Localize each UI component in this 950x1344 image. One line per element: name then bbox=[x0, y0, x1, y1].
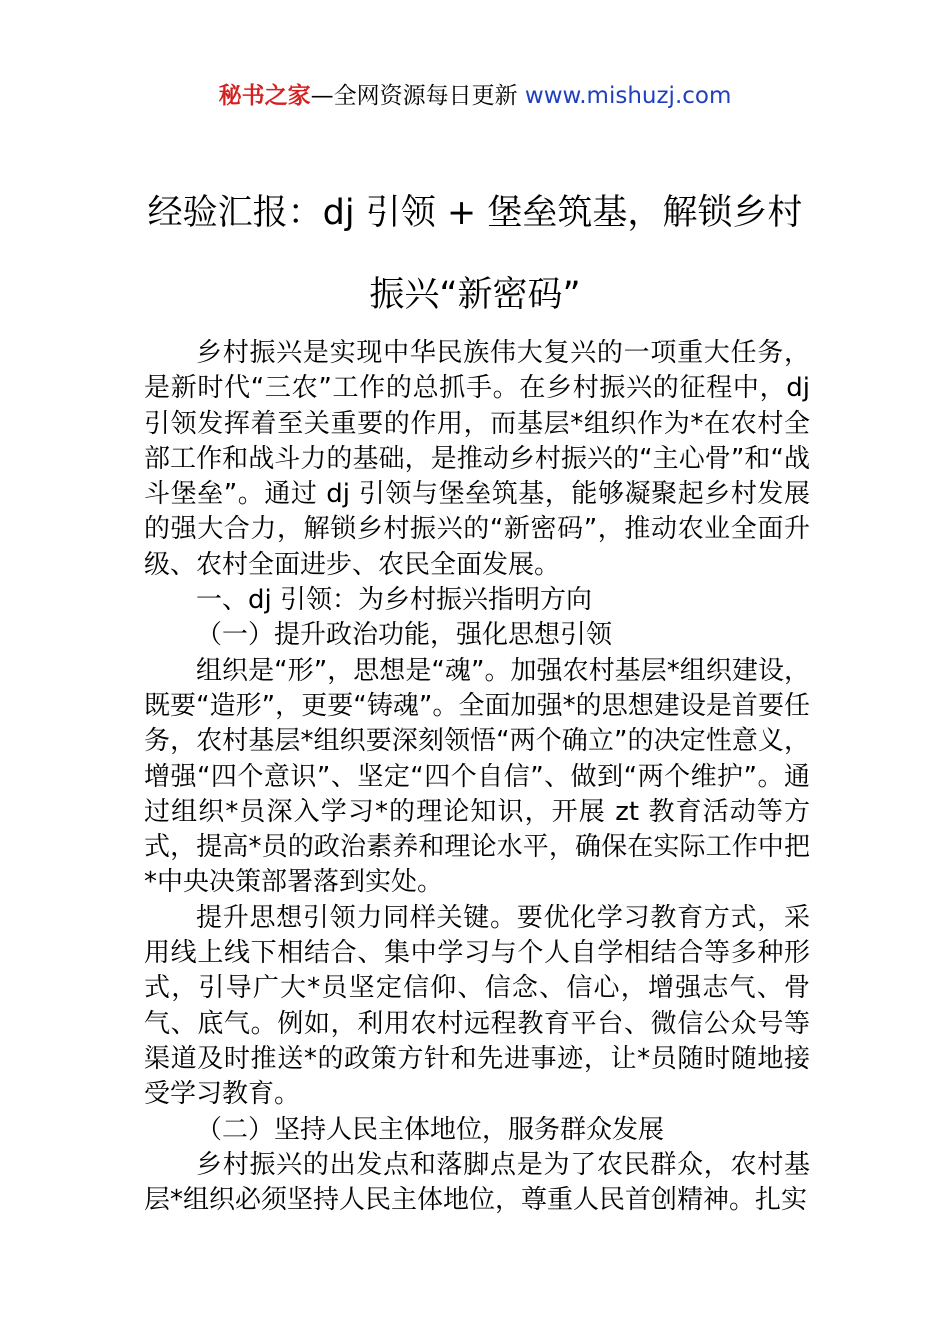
intro-paragraph: 乡村振兴是实现中华民族伟大复兴的一项重大任务，是新时代“三农”工作的总抓手。在乡村振兴的征程中，dj 引领发挥着至关重要的作用，而基层*组织作为*在农村全部工作和战斗力的基础，是推动乡村振兴的“主心骨”和“战斗堡垒”。通过 dj 引领与堡垒筑基，能够凝聚起乡村发展的强大合力，解锁乡村振兴的“新密码”，推动农业全面升级、农村全面进步、农民全面发展。 bbox=[144, 338, 810, 580]
title-line-2: 振兴“新密码” bbox=[369, 275, 581, 315]
subsection-heading-2: （二）坚持人民主体地位，服务群众发展 bbox=[196, 1114, 665, 1145]
site-header bbox=[0, 80, 950, 112]
site-url-link[interactable]: www.mishuzj.com bbox=[524, 83, 732, 109]
site-tagline: —全网资源每日更新 bbox=[310, 83, 525, 109]
body-paragraph: 提升思想引领力同样关键。要优化学习教育方式，采用线上线下相结合、集中学习与个人自学相结合等多种形式，引导广大*员坚定信仰、信念、信心，增强志气、骨气、底气。例如，利用农村远程教育平台、微信公众号等渠道及时推送*的政策方针和先进事迹，让*员随时随地接受学习教育。 bbox=[144, 902, 810, 1110]
body-paragraph: 组织是“形”，思想是“魂”。加强农村基层*组织建设，既要“造形”，更要“铸魂”。全面加强*的思想建设是首要任务，农村基层*组织要深刻领悟“两个确立”的决定性意义，增强“四个意识”、坚定“四个自信”、做到“两个维护”。通过组织*员深入学习*的理论知识，开展 zt 教育活动等方式，提高*员的政治素养和理论水平，确保在实际工作中把*中央决策部署落到实处。 bbox=[144, 655, 810, 898]
document-title bbox=[0, 172, 950, 336]
site-brand: 秘书之家 bbox=[218, 83, 311, 109]
section-heading-1: 一、dj 引领：为乡村振兴指明方向 bbox=[196, 585, 592, 616]
document-body bbox=[144, 336, 810, 1218]
subsection-heading-1: （一）提升政治功能，强化思想引领 bbox=[196, 620, 613, 651]
body-paragraph: 乡村振兴的出发点和落脚点是为了农民群众，农村基层*组织必须坚持人民主体地位，尊重人民首创精神。扎实 bbox=[144, 1149, 810, 1216]
title-line-1: 经验汇报：dj 引领 + 堡垒筑基，解锁乡村 bbox=[147, 193, 803, 233]
